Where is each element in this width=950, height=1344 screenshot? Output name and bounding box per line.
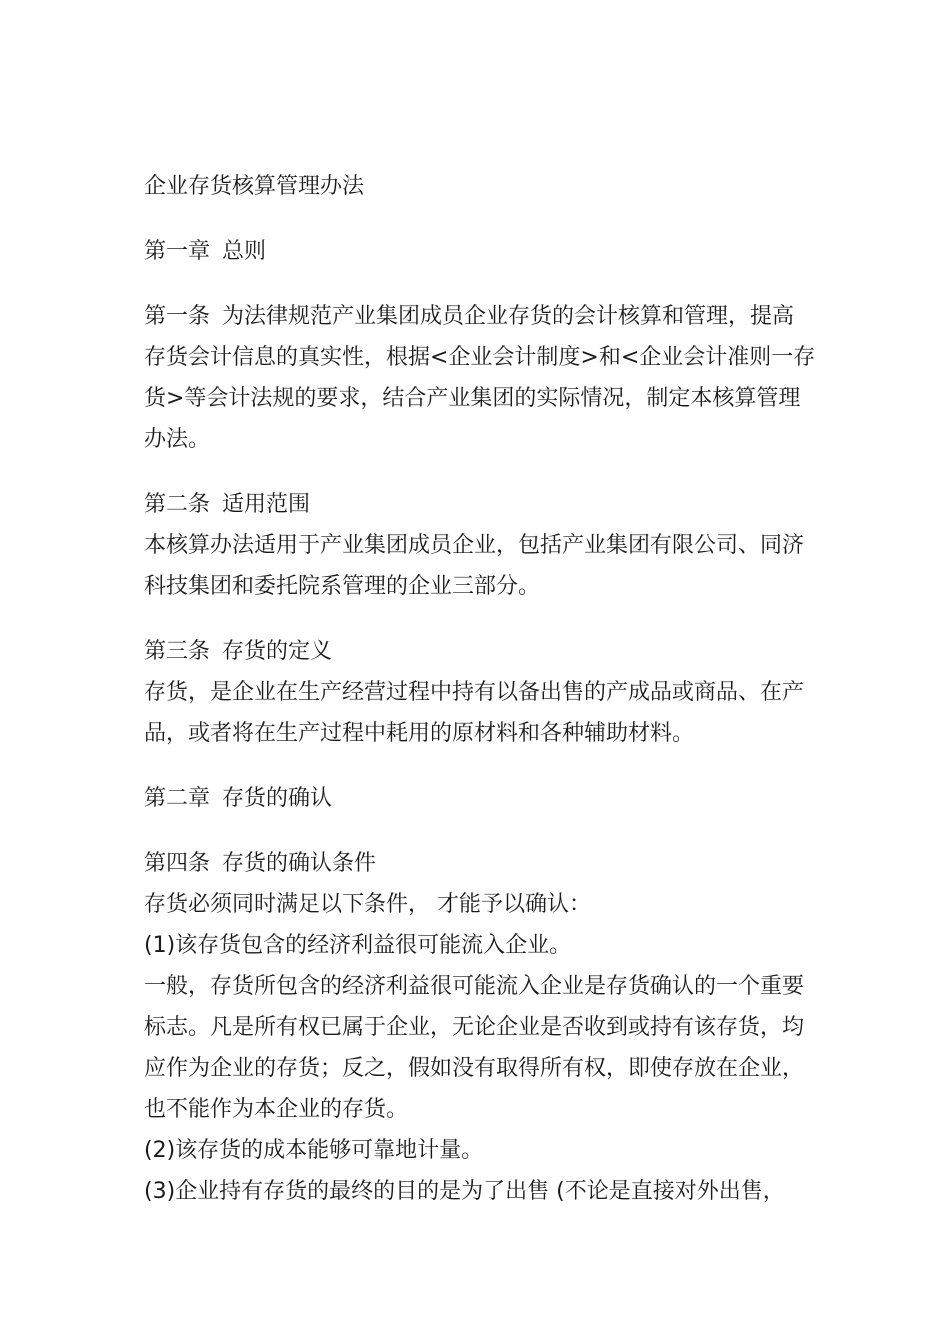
chapter-2-title: 存货的确认 (222, 786, 333, 811)
document-body (144, 166, 816, 1212)
document-title: 企业存货核算管理办法 (144, 174, 365, 199)
article-4-intro: 存货必须同时满足以下条件， 才能予以确认： (144, 892, 591, 917)
article-4-condition-1-explanation: 一般，存货所包含的经济利益很可能流入企业是存货确认的一个重要标志。凡是所有权已属于企业，无论企业是否收到或持有该存货，均应作为企业的存货；反之，假如没有取得所有权，即使存放在企业，也不能作为本企业的存货。 (144, 974, 805, 1122)
article-4-condition-1: (1)该存货包含的经济利益很可能流入企业。 (144, 933, 572, 958)
chapter-1-title: 总则 (222, 239, 267, 264)
chapter-1-number: 第一章 (144, 239, 211, 264)
article-3-heading (144, 631, 816, 672)
article-4-condition-2: (2)该存货的成本能够可靠地计量。 (144, 1138, 484, 1163)
article-2-text: 本核算办法适用于产业集团成员企业，包括产业集团有限公司、同济科技集团和委托院系管理的企业三部分。 (144, 533, 805, 599)
article-2-number: 第二条 (144, 492, 211, 517)
article-4-condition-3: (3)企业持有存货的最终的目的是为了出售 (不论是直接对外出售， (144, 1179, 785, 1204)
article-1 (144, 296, 816, 460)
article-4-heading (144, 843, 816, 884)
article-1-text: 为法律规范产业集团成员企业存货的会计核算和管理，提高存货会计信息的真实性，根据<企业会计制度>和<企业会计准则一存货>等会计法规的要求，结合产业集团的实际情况，制定本核算管理办法。 (144, 304, 816, 452)
chapter-2-number: 第二章 (144, 786, 211, 811)
chapter-1-heading (144, 231, 816, 272)
article-2-heading (144, 484, 816, 525)
article-4-number: 第四条 (144, 851, 211, 876)
article-3-number: 第三条 (144, 639, 211, 664)
article-4-title: 存货的确认条件 (222, 851, 377, 876)
article-2-title: 适用范围 (222, 492, 311, 517)
article-3-text: 存货，是企业在生产经营过程中持有以备出售的产成品或商品、在产品，或者将在生产过程中耗用的原材料和各种辅助材料。 (144, 680, 805, 746)
chapter-2-heading (144, 778, 816, 819)
article-1-number: 第一条 (144, 304, 211, 329)
article-3-title: 存货的定义 (222, 639, 333, 664)
